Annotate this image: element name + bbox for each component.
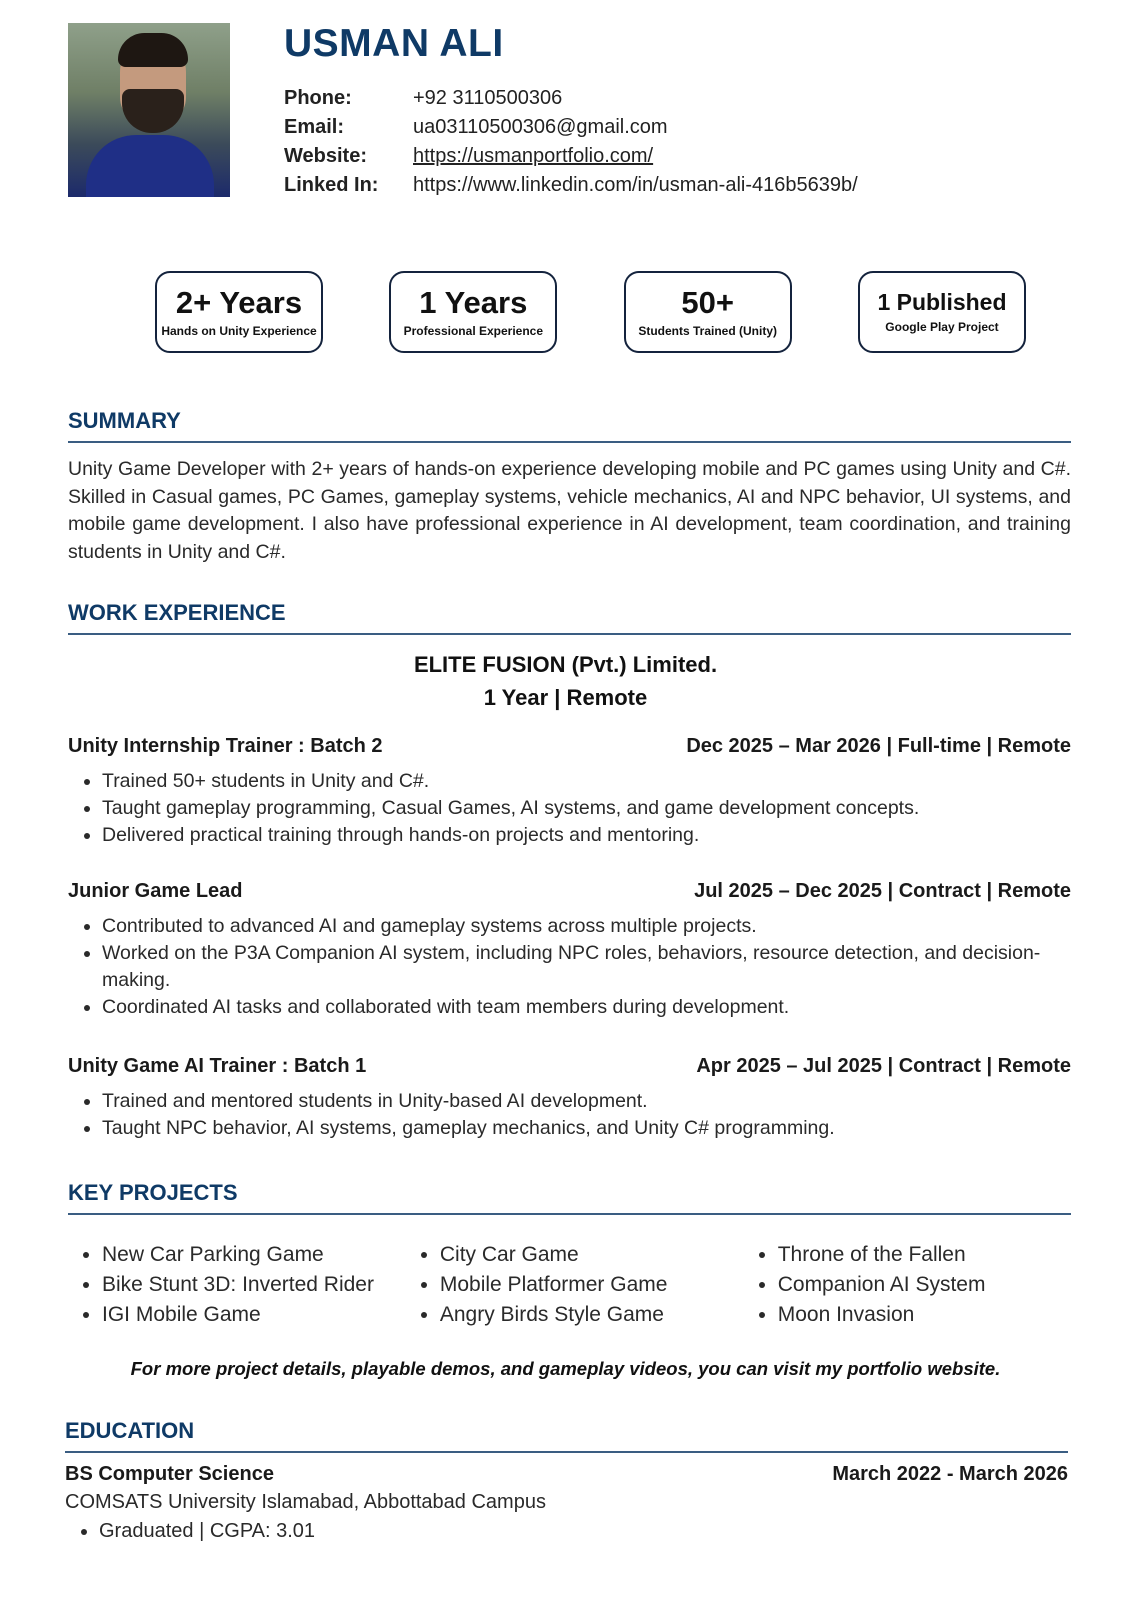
stats-row: [155, 271, 1026, 357]
portfolio-note: For more project details, playable demos, and gameplay videos, you can visit my portfolio website.: [130, 1358, 1001, 1379]
work-experience-heading: WORK EXPERIENCE: [68, 600, 286, 625]
job-bullets: [68, 1088, 1102, 1142]
profile-photo: [68, 23, 230, 197]
candidate-name: USMAN ALI: [284, 22, 504, 65]
stat-caption: Google Play Project: [885, 319, 999, 334]
stat-box: [858, 271, 1026, 353]
school-name: COMSATS University Islamabad, Abbottabad Campus: [65, 1491, 546, 1513]
job-dates: Dec 2025 – Mar 2026 | Full-time | Remote: [686, 735, 1071, 757]
list-item: • Moon Invasion: [778, 1300, 1078, 1330]
list-item: • Worked on the P3A Companion AI system, including NPC roles, behaviors, resource detection, and decision-making.: [102, 940, 1082, 994]
list-item: • Taught NPC behavior, AI systems, gameplay mechanics, and Unity C# programming.: [102, 1115, 1102, 1142]
stat-box: [389, 271, 557, 353]
contact-info: [284, 84, 1044, 200]
phone-value: +92 3110500306: [413, 87, 563, 109]
job-bullets: [68, 768, 1102, 849]
list-item: • Mobile Platformer Game: [440, 1270, 744, 1300]
job-header: [68, 880, 1071, 903]
projects-column: [406, 1240, 744, 1330]
stat-caption: Hands on Unity Experience: [161, 324, 317, 339]
job-role: Junior Game Lead: [68, 880, 243, 902]
contact-email: [284, 113, 1044, 142]
summary-text: Unity Game Developer with 2+ years of hands-on experience developing mobile and PC games using Unity and C#. Skilled in Casual games, PC Games, gameplay systems, vehicle mechanics, AI and NPC behavior, UI systems, and mobile game development. I also have professional experience in AI development, team coordination, and training students in Unity and C#.: [68, 458, 1071, 563]
list-item: • Companion AI System: [778, 1270, 1078, 1300]
contact-label: Website:: [284, 145, 367, 167]
list-item: • Delivered practical training through hands-on projects and mentoring.: [102, 822, 1102, 849]
projects-list: [68, 1240, 1078, 1330]
email-value: ua03110500306@gmail.com: [413, 116, 668, 138]
stat-value: 50+: [681, 284, 734, 320]
list-item: • Angry Birds Style Game: [440, 1300, 744, 1330]
job-dates: Apr 2025 – Jul 2025 | Contract | Remote: [696, 1055, 1071, 1077]
projects-column: [68, 1240, 406, 1330]
contact-label: Email:: [284, 116, 345, 138]
contact-label: Phone:: [284, 87, 352, 109]
stat-box: [155, 271, 323, 353]
stat-value: 2+ Years: [175, 284, 303, 320]
list-item: • Taught gameplay programming, Casual Games, AI systems, and game development concepts.: [102, 795, 1102, 822]
section-divider: [68, 1213, 1071, 1215]
projects-column: [744, 1240, 1078, 1330]
company-duration: 1 Year | Remote: [483, 685, 648, 710]
job-header: [68, 735, 1071, 758]
stat-box: [624, 271, 792, 353]
job-header: [68, 1055, 1071, 1078]
section-divider: [68, 633, 1071, 635]
education-header: [65, 1463, 1068, 1486]
summary-heading: SUMMARY: [68, 408, 181, 433]
stat-value: 1 Published: [877, 289, 1007, 316]
list-item: • City Car Game: [440, 1240, 744, 1270]
stat-caption: Students Trained (Unity): [638, 324, 777, 339]
linkedin-value: https://www.linkedin.com/in/usman-ali-416b5639b/: [413, 174, 858, 196]
job-bullets: [68, 913, 1082, 1021]
list-item: • Graduated | CGPA: 3.01: [99, 1517, 315, 1545]
contact-website: [284, 142, 1044, 171]
website-link[interactable]: https://usmanportfolio.com/: [413, 145, 654, 167]
company-name: ELITE FUSION (Pvt.) Limited.: [413, 652, 718, 677]
education-bullets: [65, 1517, 315, 1545]
list-item: • New Car Parking Game: [102, 1240, 406, 1270]
contact-phone: [284, 84, 1044, 113]
degree: BS Computer Science: [65, 1463, 274, 1485]
job-dates: Jul 2025 – Dec 2025 | Contract | Remote: [694, 880, 1071, 902]
list-item: • Trained 50+ students in Unity and C#.: [102, 768, 1102, 795]
list-item: • Trained and mentored students in Unity-based AI development.: [102, 1088, 1102, 1115]
contact-label: Linked In:: [284, 174, 379, 196]
list-item: • Coordinated AI tasks and collaborated with team members during development.: [102, 994, 1082, 1021]
job-role: Unity Internship Trainer : Batch 2: [68, 735, 383, 757]
education-dates: March 2022 - March 2026: [832, 1463, 1068, 1485]
education-heading: EDUCATION: [65, 1418, 195, 1443]
list-item: • IGI Mobile Game: [102, 1300, 406, 1330]
list-item: • Contributed to advanced AI and gameplay systems across multiple projects.: [102, 913, 1082, 940]
stat-caption: Professional Experience: [403, 324, 544, 339]
job-role: Unity Game AI Trainer : Batch 1: [68, 1055, 367, 1077]
stat-value: 1 Years: [419, 284, 528, 320]
section-divider: [68, 441, 1071, 443]
contact-linkedin: [284, 171, 1044, 200]
key-projects-heading: KEY PROJECTS: [68, 1180, 238, 1205]
list-item: • Throne of the Fallen: [778, 1240, 1078, 1270]
section-divider: [65, 1451, 1068, 1453]
list-item: • Bike Stunt 3D: Inverted Rider: [102, 1270, 406, 1300]
